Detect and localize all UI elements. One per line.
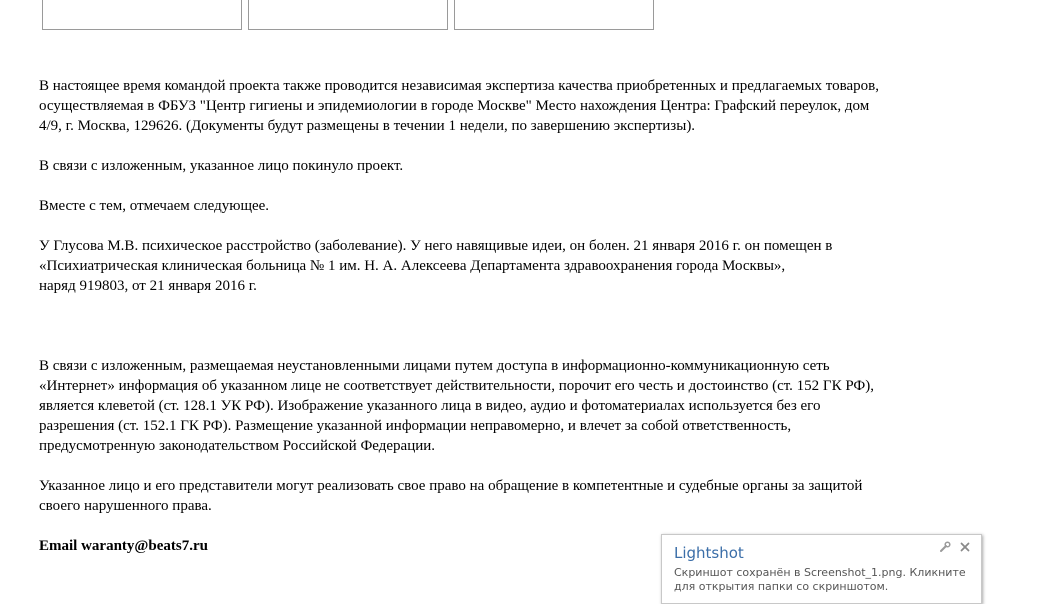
table-cell	[454, 0, 654, 30]
paragraph-expertise: В настоящее время командой проекта также проводится независимая экспертиза качества приобретенных и предлагаемых товаров, осуществляемая в ФБУЗ "Центр гигиены и эпидемиологии в городе Москве" Место нахождения Центра: Графский переулок, дом 4/9, г. Москва, 129626. (Документы будут размещены в течении 1 недели, по завершению экспертизы).	[39, 78, 879, 134]
close-icon[interactable]	[959, 541, 971, 553]
notification-title: Lightshot	[674, 544, 744, 562]
lightshot-notification[interactable]	[661, 534, 982, 604]
wrench-icon[interactable]	[939, 541, 951, 553]
paragraph-defamation: В связи с изложенным, размещаемая неустановленными лицами путем доступа в информационно-коммуникационную сеть «Интернет» информация об указанном лице не соответствует действительности, порочит его честь и достоинство (ст. 152 ГК РФ), является клеветой (ст. 128.1 УК РФ). Изображение указанного лица в видео, аудио и фотоматериалах используется без его разрешения (ст. 152.1 ГК РФ). Размещение указанной информации неправомерно, и влечет за собой ответственность, предусмотренную законодательством Российской Федерации.	[39, 358, 875, 454]
paragraph-note: Вместе с тем, отмечаем следующее.	[39, 198, 270, 214]
paragraph-left-project: В связи с изложенным, указанное лицо покинуло проект.	[39, 158, 404, 174]
table-cell	[248, 0, 448, 30]
top-table-cells	[42, 0, 658, 32]
contact-email: Email waranty@beats7.ru	[39, 538, 208, 554]
notification-message[interactable]: Скриншот сохранён в Screenshot_1.png. Кликните для открытия папки со скриншотом.	[674, 566, 966, 593]
document-body	[39, 76, 959, 556]
notification-actions	[939, 541, 971, 553]
paragraph-rights: Указанное лицо и его представители могут реализовать свое право на обращение в компетентные и судебные органы за защитой своего нарушенного права.	[39, 478, 863, 514]
paragraph-medical: У Глусова М.В. психическое расстройство (заболевание). У него навящивые идеи, он болен. 21 января 2016 г. он помещен в «Психиатрическая клиническая больница № 1 им. Н. А. Алексеева Департамента здравоохранения города Москвы», наряд 919803, от 21 января 2016 г.	[39, 238, 833, 294]
table-cell	[42, 0, 242, 30]
